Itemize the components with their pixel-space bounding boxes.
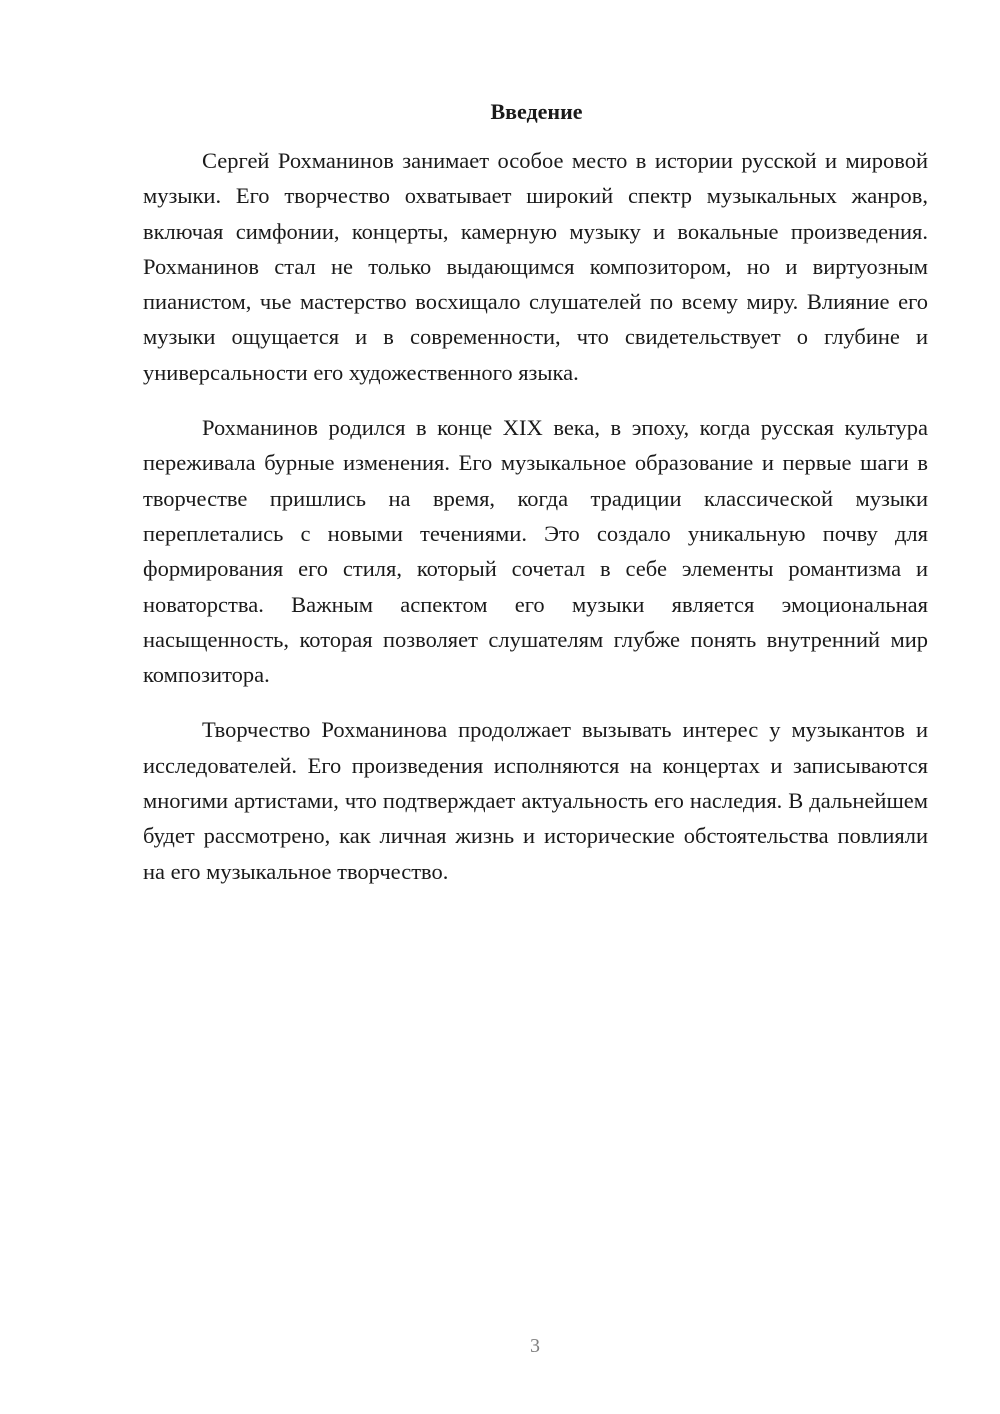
paragraph-3: Творчество Рохманинова продолжает вызывать интерес у музыкантов и исследователей. Его произведения исполняются на концертах и записываются многими артистами, что подтверждает актуальность его наследия. В дальнейшем будет рассмотрено, как личная жизнь и исторические обстоятельства повлияли на его музыкальное творчество. xyxy=(143,717,928,884)
page-number: 3 xyxy=(530,1335,540,1357)
section-heading: Введение xyxy=(490,99,583,124)
paragraph-1: Сергей Рохманинов занимает особое место в истории русской и мировой музыки. Его творчество охватывает широкий спектр музыкальных жанров, включая симфонии, концерты, камерную музыку и вокальные произведения. Рохманинов стал не только выдающимся композитором, но и виртуозным пианистом, чье мастерство восхищало слушателей по всему миру. Влияние его музыки ощущается и в современности, что свидетельствует о глубине и универсальности его художественного языка. xyxy=(143,148,928,385)
paragraph-2: Рохманинов родился в конце XIX века, в эпоху, когда русская культура переживала бурные изменения. Его музыкальное образование и первые шаги в творчестве пришлись на время, когда традиции классической музыки переплетались с новыми течениями. Это создало уникальную почву для формирования его стиля, который сочетал в себе элементы романтизма и новаторства. Важным аспектом его музыки является эмоциональная насыщенность, которая позволяет слушателям глубже понять внутренний мир композитора. xyxy=(143,415,928,688)
page-content xyxy=(143,97,928,909)
